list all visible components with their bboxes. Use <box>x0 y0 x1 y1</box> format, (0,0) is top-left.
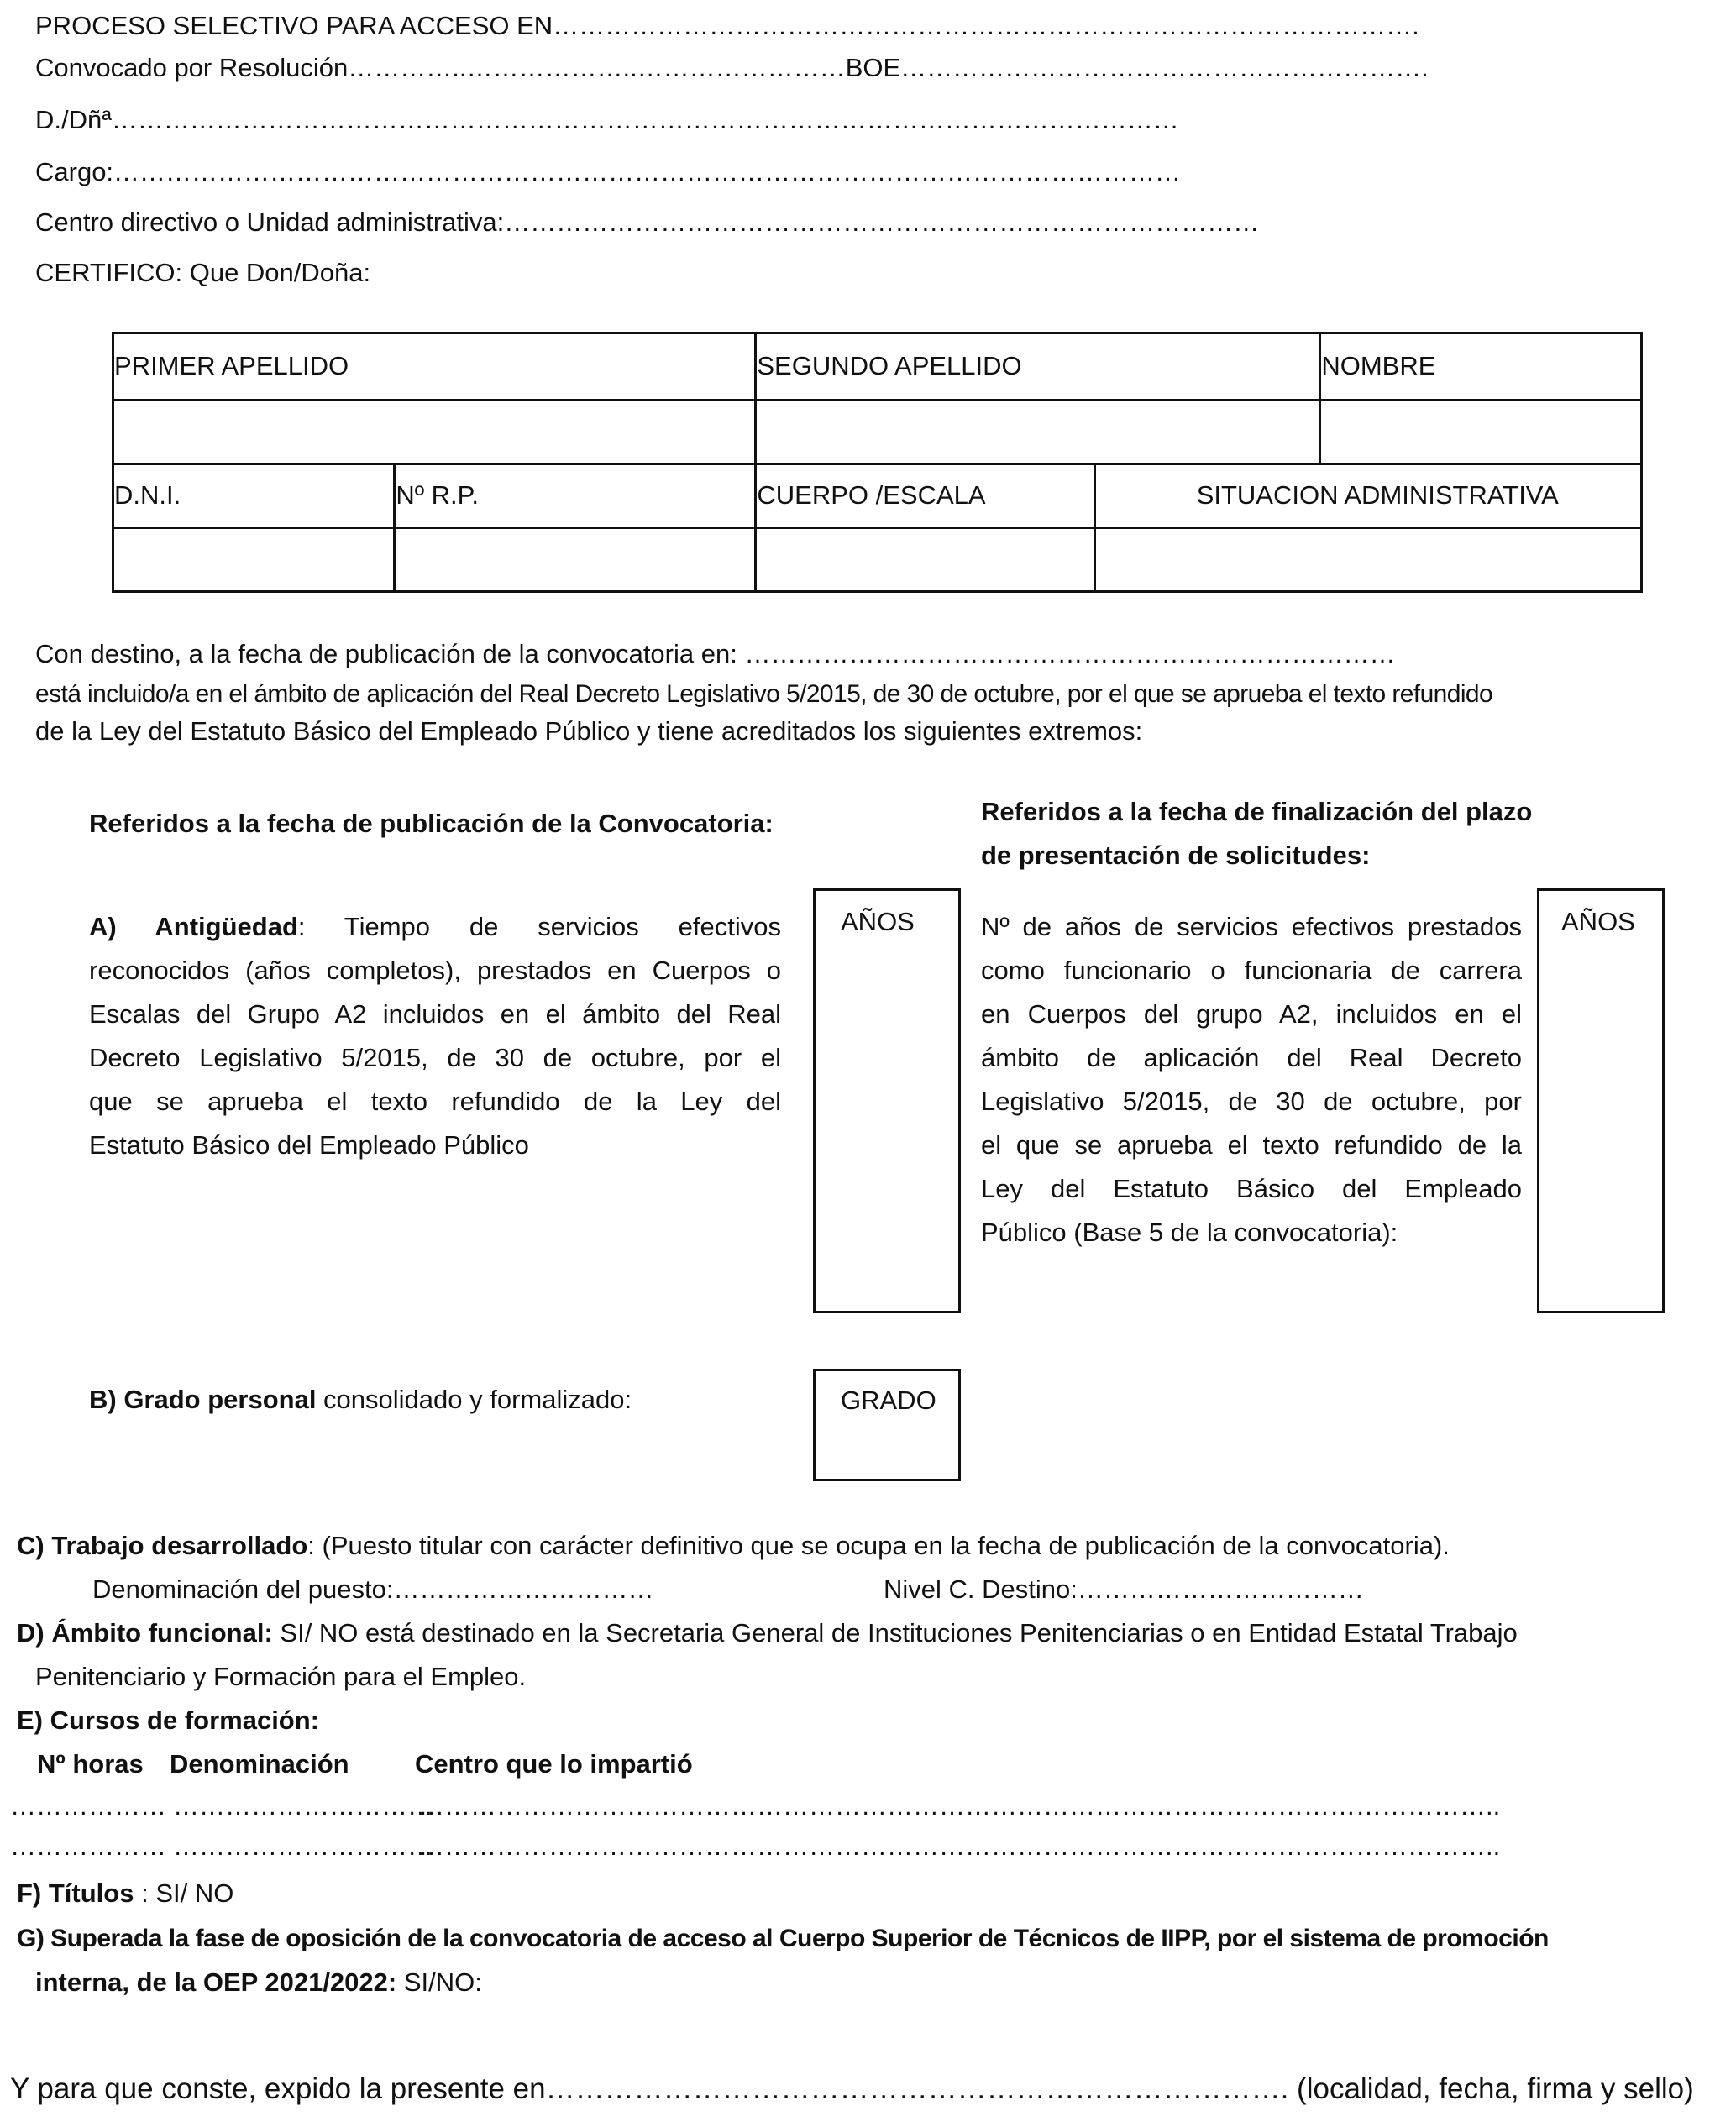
ambito-line <box>17 1617 1518 1650</box>
antiguedad-right-text <box>981 905 1522 1255</box>
oposicion-value: SI/NO: <box>396 1967 482 1997</box>
antiguedad-line-text: : Tiempo de servicios efectivos <box>297 912 781 941</box>
cursos-horas-field[interactable]: ……………… <box>10 1791 166 1821</box>
dni-header: D.N.I. <box>113 464 395 528</box>
boe-label: BOE <box>845 53 901 82</box>
table-row <box>113 528 1642 592</box>
antiguedad-label: A) Antigüedad <box>89 912 298 941</box>
cursos-col-centro: Centro que lo impartió <box>415 1749 693 1779</box>
nrp-header: Nº R.P. <box>395 464 756 528</box>
right-section-header-1: Referidos a la fecha de finalización del plazo <box>981 797 1533 826</box>
antiguedad-right-line: Legislativo 5/2015, de 30 de octubre, por <box>981 1087 1522 1116</box>
antiguedad-right-line: como funcionario o funcionaria de carrera <box>981 956 1522 985</box>
oposicion-label: interna, de la OEP 2021/2022: <box>35 1967 397 1997</box>
ambito-line-1: SI/ NO está destinado en la Secretaria General de Instituciones Penitenciarias o en Entidad Estatal Trabajo <box>272 1618 1518 1648</box>
antiguedad-right-line: en Cuerpos del grupo A2, incluidos en el <box>981 999 1522 1029</box>
anos-box-publicacion[interactable] <box>813 888 961 1313</box>
antiguedad-line: que se aprueba el texto refundido de la Ley del <box>89 1087 781 1116</box>
cursos-label: E) Cursos de formación: <box>17 1705 319 1735</box>
destino-line-3: de la Ley del Estatuto Básico del Empleado Público y tiene acreditados los siguientes extremos: <box>35 716 1143 746</box>
antiguedad-right-line: ámbito de aplicación del Real Decreto <box>981 1043 1522 1072</box>
destino-line <box>35 638 1395 671</box>
table-row <box>113 401 1642 464</box>
centro-line <box>35 207 1259 239</box>
antiguedad-right-line: el que se aprueba el texto refundido de la <box>981 1130 1522 1160</box>
cargo-field[interactable]: …………………………………………………………………………………………………………… <box>113 157 1182 186</box>
convocado-label: Convocado por Resolución <box>35 53 349 82</box>
anos-box-label: AÑOS <box>1561 907 1635 936</box>
denominacion-label: Denominación del puesto: <box>92 1574 394 1604</box>
grado-line <box>89 1384 632 1417</box>
grado-label-rest: consolidado y formalizado: <box>316 1385 632 1414</box>
oposicion-line-1: G) Superada la fase de oposición de la convocatoria de acceso al Cuerpo Superior de Técnicos de IIPP, por el sistema de promoción <box>17 1925 1549 1952</box>
destino-field[interactable]: ………………………………………………………………… <box>744 639 1396 668</box>
nrp-field[interactable] <box>395 528 756 592</box>
centro-field[interactable]: …………………………………………………………………………… <box>504 207 1260 237</box>
table-row <box>113 464 1642 528</box>
antiguedad-right-line: Público (Base 5 de la convocatoria): <box>981 1218 1398 1247</box>
dna-line <box>35 104 1179 137</box>
resolucion-field[interactable]: …………..………………..…………………… <box>348 53 846 82</box>
centro-label: Centro directivo o Unidad administrativa: <box>35 207 505 237</box>
grado-box-label: GRADO <box>841 1386 936 1415</box>
closing-line <box>10 2071 1694 2108</box>
destino-label: Con destino, a la fecha de publicación de la convocatoria en: <box>35 639 745 668</box>
convocado-line <box>35 52 1429 85</box>
boe-field[interactable]: ……………………………………………………. <box>900 53 1429 82</box>
nivel-line <box>884 1574 1364 1606</box>
closing-text: Y para que conste, expido la presente en <box>10 2072 546 2105</box>
titulos-label: F) Títulos <box>17 1878 134 1908</box>
trabajo-label-rest: : (Puesto titular con carácter definitivo que se ocupa en la fecha de publicación de la convocatoria). <box>307 1531 1450 1560</box>
grado-box[interactable] <box>813 1369 961 1481</box>
ambito-label: D) Ámbito funcional: <box>17 1618 273 1648</box>
ambito-line-2: Penitenciario y Formación para el Empleo. <box>35 1662 527 1691</box>
cursos-centro-field[interactable]: …………………………………………………………………………………………………………….. <box>418 1831 1501 1861</box>
denominacion-line <box>92 1574 653 1606</box>
nivel-field[interactable]: …………………………… <box>1077 1574 1364 1604</box>
left-section-header: Referidos a la fecha de publicación de la Convocatoria: <box>89 809 774 838</box>
antiguedad-text <box>89 905 781 1167</box>
personal-data-table <box>112 332 1643 593</box>
segundo-apellido-header: SEGUNDO APELLIDO <box>756 333 1320 401</box>
antiguedad-right-line: Nº de años de servicios efectivos prestados <box>981 912 1522 941</box>
cargo-label: Cargo: <box>35 157 114 186</box>
antiguedad-line: Estatuto Básico del Empleado Público <box>89 1130 529 1160</box>
titulos-line <box>17 1878 233 1910</box>
denominacion-field[interactable]: ………………………… <box>393 1574 654 1604</box>
proceso-line <box>35 10 1419 43</box>
proceso-label: PROCESO SELECTIVO PARA ACCESO EN <box>35 11 553 40</box>
trabajo-line <box>17 1530 1450 1563</box>
cursos-col-denominacion: Denominación <box>170 1749 349 1779</box>
destino-line-2: está incluido/a en el ámbito de aplicación del Real Decreto Legislativo 5/2015, de 30 de octubre, por el que se aprueba el texto refundido <box>35 680 1493 708</box>
situacion-field[interactable] <box>1094 528 1641 592</box>
anos-box-finalizacion[interactable] <box>1537 888 1665 1313</box>
nombre-header: NOMBRE <box>1320 333 1642 401</box>
cursos-denominacion-field[interactable]: ………………………… <box>173 1791 433 1821</box>
certifico-text: CERTIFICO: Que Don/Doña: <box>35 258 371 287</box>
cuerpo-field[interactable] <box>756 528 1094 592</box>
nivel-label: Nivel C. Destino: <box>884 1574 1078 1604</box>
segundo-apellido-field[interactable] <box>756 401 1320 464</box>
antiguedad-line: Escalas del Grupo A2 incluidos en el ámbito del Real <box>89 999 781 1029</box>
cursos-denominacion-field[interactable]: ………………………… <box>173 1831 433 1861</box>
antiguedad-line: reconocidos (años completos), prestados en Cuerpos o <box>89 956 781 985</box>
right-section-header-2: de presentación de solicitudes: <box>981 841 1371 870</box>
cursos-centro-field[interactable]: …………………………………………………………………………………………………………….. <box>418 1791 1501 1821</box>
oposicion-line-2 <box>35 1967 482 1999</box>
antiguedad-line: Decreto Legislativo 5/2015, de 30 de octubre, por el <box>89 1043 781 1072</box>
proceso-field[interactable]: ………………………………………………………………………………………. <box>553 11 1419 40</box>
antiguedad-line <box>89 905 781 949</box>
dna-label: D./Dñª <box>35 105 112 134</box>
primer-apellido-header: PRIMER APELLIDO <box>113 333 756 401</box>
dna-field[interactable]: …………………………………………………………………………………………………………… <box>111 105 1179 134</box>
closing-suffix: (localidad, fecha, firma y sello) <box>1288 2072 1694 2105</box>
cargo-line <box>35 156 1181 189</box>
situacion-header: SITUACION ADMINISTRATIVA <box>1094 464 1641 528</box>
cuerpo-header: CUERPO /ESCALA <box>756 464 1094 528</box>
trabajo-label: C) Trabajo desarrollado <box>17 1531 308 1560</box>
table-row <box>113 333 1642 401</box>
titulos-value: : SI/ NO <box>134 1878 234 1908</box>
closing-field[interactable]: …………………………………………………………………. <box>545 2072 1289 2105</box>
grado-label: B) Grado personal <box>89 1385 317 1414</box>
primer-apellido-field[interactable] <box>113 401 756 464</box>
anos-box-label: AÑOS <box>841 907 915 936</box>
antiguedad-right-line: Ley del Estatuto Básico del Empleado <box>981 1174 1522 1203</box>
nombre-field[interactable] <box>1320 401 1642 464</box>
dni-field[interactable] <box>113 528 395 592</box>
cursos-col-horas: Nº horas <box>37 1749 144 1779</box>
cursos-horas-field[interactable]: ……………… <box>10 1831 166 1861</box>
